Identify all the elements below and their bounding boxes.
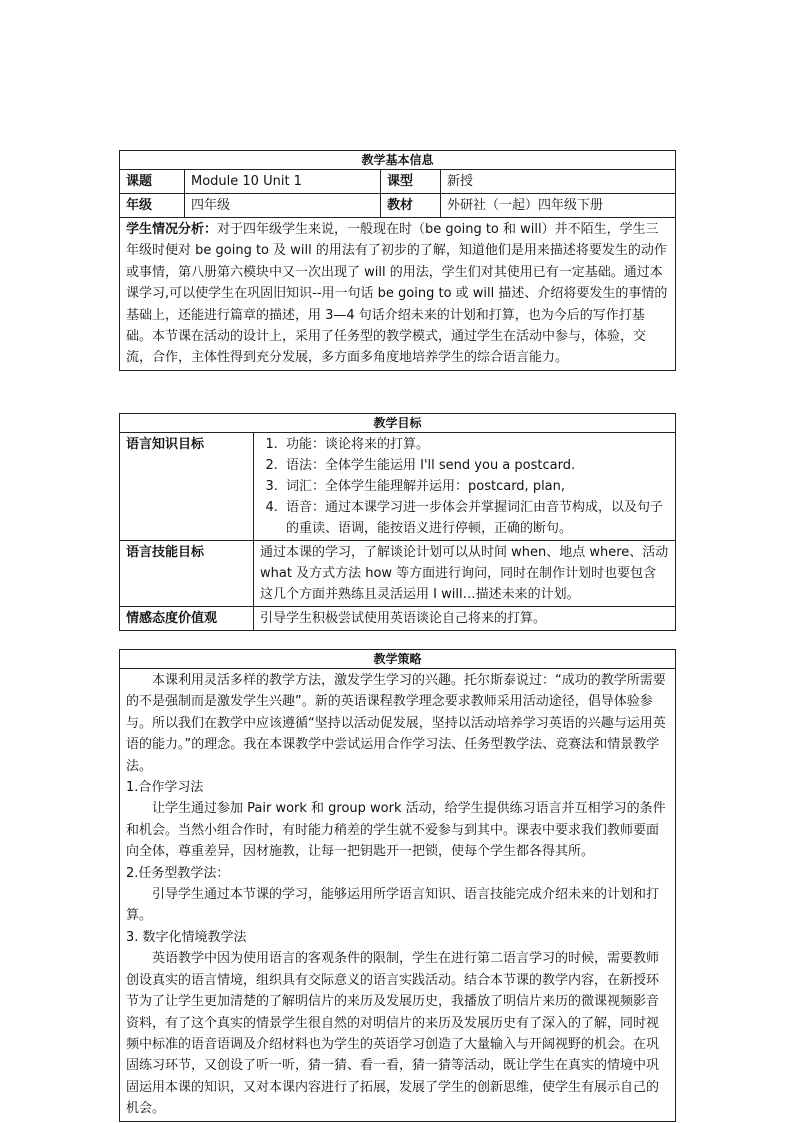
grade-value: 四年级 <box>185 194 381 218</box>
strategy-2-text: 引导学生通过本节课的学习，能够运用所学语言知识、语言技能完成介绍未来的计划和打算。 <box>126 887 660 924</box>
strategy-2-title: 2.任务型教学法： <box>126 865 230 881</box>
language-skill-text: 通过本课的学习，了解谈论计划可以从时间 when、地点 where、活动 what 及方式方法 how 等方面进行询问，同时在制作计划时也要包含这几个方面并熟练且灵活运用 I will…描述未来的计划。 <box>254 541 676 607</box>
strategy-header: 教学策略 <box>120 650 676 669</box>
list-item: 3. 词汇：全体学生能理解并运用：postcard, plan, <box>282 476 669 497</box>
objectives-header: 教学目标 <box>120 414 676 433</box>
strategy-intro: 本课利用灵活多样的教学方法，激发学生学习的兴趣。托尔斯泰说过：“成功的教学所需要的不是强制而是激发学生兴趣”。新的英语课程教学理念要求教师采用活动途径，倡导体验参与。所以我们在教学中应该遵循“坚持以活动促发展，坚持以活动培养学习英语的兴趣与运用英语的能力。”的理念。我在本课教学中尝试运用合作学习法、任务型教学法、竞赛法和情景教学法。 <box>126 673 666 774</box>
language-skill-label: 语言技能目标 <box>120 541 254 607</box>
textbook-label: 教材 <box>381 194 441 218</box>
student-analysis-text: 对于四年级学生来说，一般现在时（be going to 和 will）并不陌生，学生三年级时便对 be going to 及 will 的用法有了初步的了解，知道他们是用来描述将要发生的动作或事情，第八册第六模块中又一次出现了 will 的用法，学生们对其使用已有一定基础。通过本课学习,可以使学生在巩固旧知识--用一句话 be going to 或 will 描述、介绍将要发生的事情的基础上，还能进行篇章的描述，用 3—4 句话介绍未来的计划和打算，也为今后的写作打基础。本节课在活动的设计上，采用了任务型的教学模式，通过学生在活动中参与，体验，交流，合作，主体性得到充分发展，多方面多角度地培养学生的综合语言能力。 <box>126 222 668 366</box>
student-analysis-label: 学生情况分析： <box>126 222 218 237</box>
attitude-text: 引导学生积极尝试使用英语谈论自己将来的打算。 <box>254 607 676 631</box>
language-knowledge-list-cell <box>254 433 676 541</box>
grade-label: 年级 <box>120 194 185 218</box>
student-analysis-cell <box>120 218 676 371</box>
list-item: 1. 功能：谈论将来的打算。 <box>282 434 669 455</box>
topic-value: Module 10 Unit 1 <box>185 170 381 194</box>
attitude-label: 情感态度价值观 <box>120 607 254 631</box>
strategy-table <box>119 649 676 1122</box>
strategy-3-text: 英语教学中因为使用语言的客观条件的限制，学生在进行第二语言学习的时候，需要教师创设真实的语言情境，组织具有交际意义的语言实践活动。结合本节课的教学内容，在新授环节为了让学生更加清楚的了解明信片的来历及发展历史，我播放了明信片来历的微课视频影音资料，有了这个真实的情景学生很自然的对明信片的来历及发展历史有了深入的了解，同时视频中标准的语音语调及介绍材料也为学生的英语学习创造了大量输入与开阔视野的机会。在巩固练习环节，又创设了听一听，猜一猜、看一看，猜一猜等活动，既让学生在真实的情境中巩固运用本课的知识，又对本课内容进行了拓展，发展了学生的创新思维，使学生有展示自己的机会。 <box>126 951 660 1117</box>
textbook-value: 外研社（一起）四年级下册 <box>441 194 676 218</box>
basic-info-header: 教学基本信息 <box>120 151 676 170</box>
language-knowledge-list <box>260 434 669 539</box>
strategy-1-title: 1.合作学习法 <box>126 780 204 796</box>
strategy-body <box>120 669 676 1122</box>
objectives-table <box>119 413 676 631</box>
list-item: 4. 语音：通过本课学习进一步体会并掌握词汇由音节构成，以及句子的重读、语调，能按语义进行停顿，正确的断句。 <box>282 497 669 539</box>
strategy-3-title: 3. 数字化情境教学法 <box>126 929 247 945</box>
basic-info-table <box>119 150 676 371</box>
topic-label: 课题 <box>120 170 185 194</box>
lesson-type-value: 新授 <box>441 170 676 194</box>
language-knowledge-label: 语言知识目标 <box>120 433 254 541</box>
lesson-type-label: 课型 <box>381 170 441 194</box>
list-item: 2. 语法：全体学生能运用 I'll send you a postcard. <box>282 455 669 476</box>
strategy-1-text: 让学生通过参加 Pair work 和 group work 活动，给学生提供练习语言并互相学习的条件和机会。当然小组合作时，有时能力稍差的学生就不爱参与到其中。课表中要求我们教师要面向全体，尊重差异，因材施教，让每一把钥匙开一把锁，使每个学生都各得其所。 <box>126 801 666 860</box>
